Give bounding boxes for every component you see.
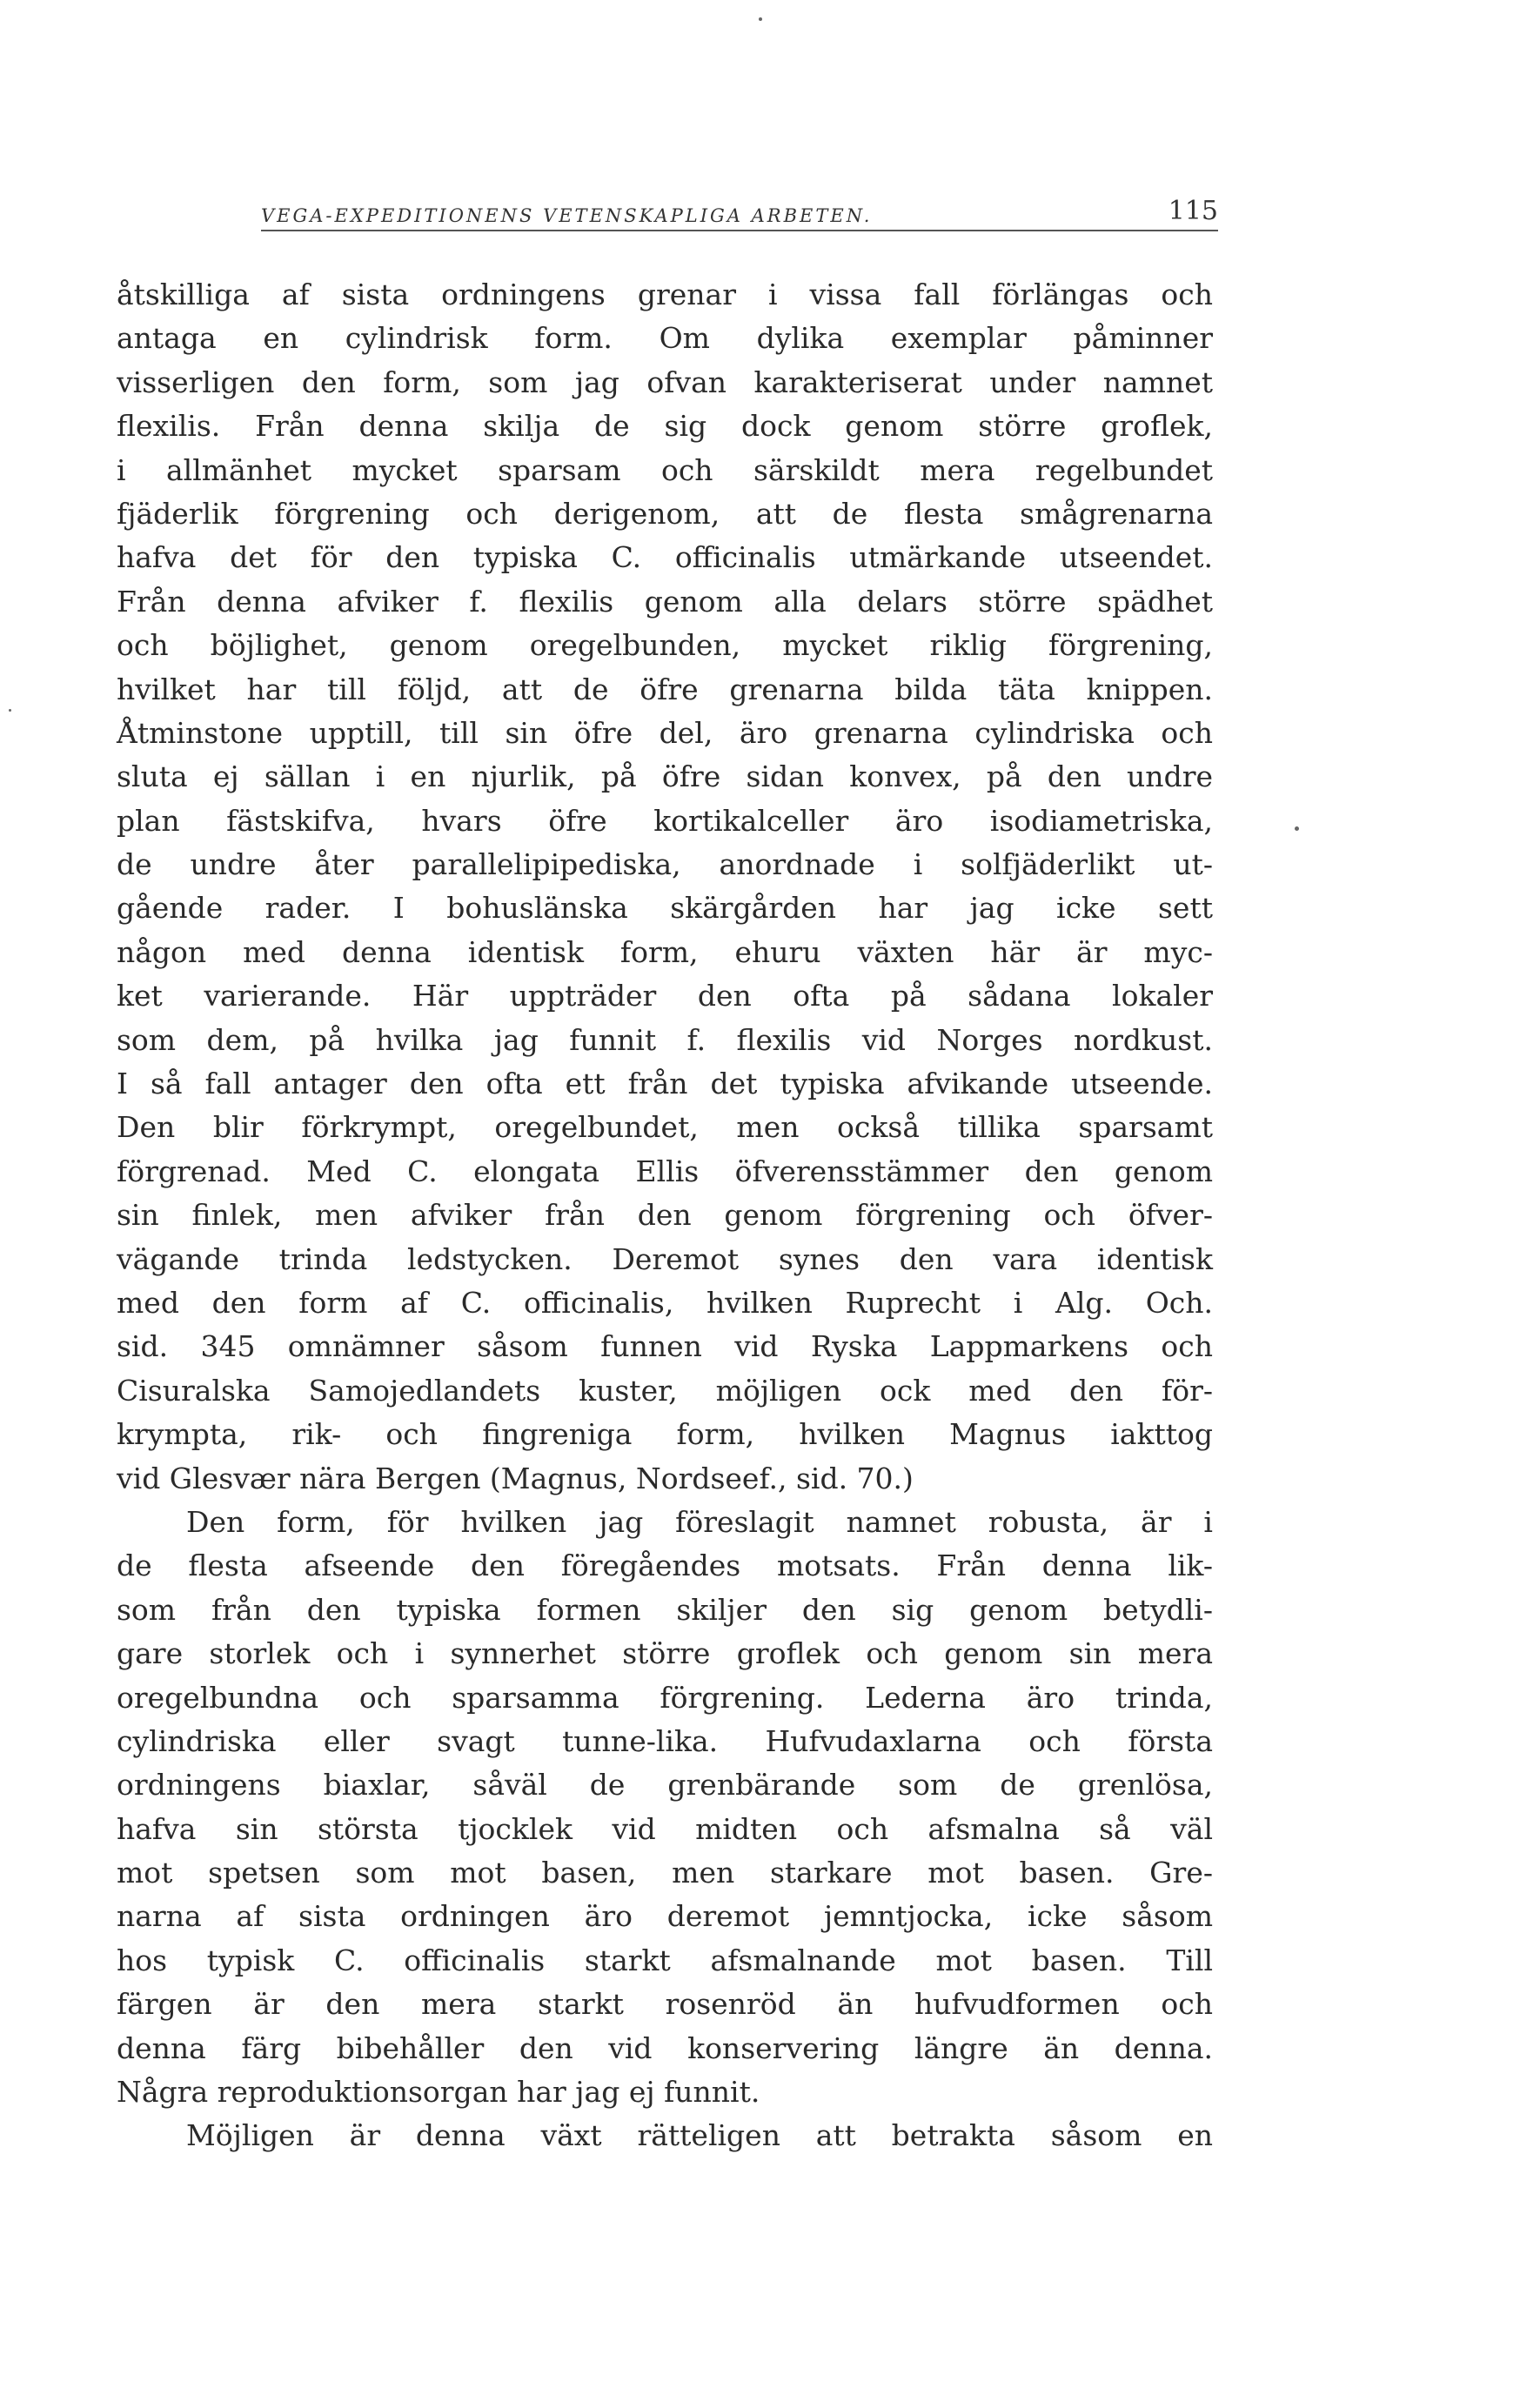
text-line-30: de flesta afseende den föregåendes motsats. Från denna lik- (117, 1548, 1213, 1583)
page-number: 115 (1168, 196, 1218, 226)
text-line-13: plan fästskifva, hvars öfre kortikalceller äro isodiametriska, (117, 803, 1213, 838)
text-line-43: Möjligen är denna växt rätteligen att betrakta såsom en (186, 2118, 1213, 2153)
text-line-24: med den form af C. officinalis, hvilken Ruprecht i Alg. Och. (117, 1285, 1213, 1320)
text-line-10: hvilket har till följd, att de öfre grenarna bilda täta knippen. (117, 672, 1213, 706)
text-line-40: färgen är den mera starkt rosenröd än hufvudformen och (117, 1987, 1213, 2022)
text-line-3: visserligen den form, som jag ofvan karakteriserat under namnet (117, 365, 1213, 399)
scan-speck (1295, 826, 1299, 831)
text-line-18: som dem, på hvilka jag funnit f. flexilis vid Norges nordkust. (117, 1022, 1213, 1057)
scan-speck (759, 17, 762, 21)
running-title: VEGA-EXPEDITIONENS VETENSKAPLIGA ARBETEN. (261, 205, 873, 226)
text-line-22: sin finlek, men afviker från den genom förgrening och öfver- (117, 1198, 1213, 1233)
text-line-26: Cisuralska Samojedlandets kuster, möjligen ock med den för- (117, 1373, 1213, 1408)
text-line-21: förgrenad. Med C. elongata Ellis öfverensstämmer den genom (117, 1154, 1213, 1188)
text-line-29: Den form, för hvilken jag föreslagit namnet robusta, är i (186, 1504, 1213, 1539)
text-line-8: Från denna afviker f. flexilis genom alla delars större spädhet (117, 584, 1213, 619)
text-line-32: gare storlek och i synnerhet större groflek och genom sin mera (117, 1636, 1213, 1671)
text-line-38: narna af sista ordningen äro deremot jemntjocka, icke såsom (117, 1899, 1213, 1934)
text-line-37: mot spetsen som mot basen, men starkare mot basen. Gre- (117, 1856, 1213, 1890)
text-line-6: fjäderlik förgrening och derigenom, att de flesta smågrenarna (117, 496, 1213, 531)
text-line-4: flexilis. Från denna skilja de sig dock genom större groflek, (117, 409, 1213, 444)
text-line-39: hos typisk C. officinalis starkt afsmalnande mot basen. Till (117, 1943, 1213, 1977)
text-line-12: sluta ej sällan i en njurlik, på öfre sidan konvex, på den undre (117, 759, 1213, 794)
scan-speck (9, 709, 11, 712)
text-line-5: i allmänhet mycket sparsam och särskildt mera regelbundet (117, 452, 1213, 487)
page-header (261, 195, 1218, 231)
text-line-7: hafva det för den typiska C. officinalis utmärkande utseendet. (117, 540, 1213, 575)
text-line-16: någon med denna identisk form, ehuru växten här är myc- (117, 934, 1213, 969)
text-line-9: och böjlighet, genom oregelbunden, mycket riklig förgrening, (117, 628, 1213, 663)
text-line-27: krympta, rik- och fingreniga form, hvilken Magnus iakttog (117, 1417, 1213, 1452)
body-text (117, 273, 1213, 2158)
text-line-11: Åtminstone upptill, till sin öfre del, äro grenarna cylindriska och (117, 715, 1213, 750)
text-line-17: ket varierande. Här uppträder den ofta på sådana lokaler (117, 979, 1213, 1013)
text-line-41: denna färg bibehåller den vid konservering längre än denna. (117, 2030, 1213, 2065)
text-line-31: som från den typiska formen skiljer den sig genom betydli- (117, 1592, 1213, 1627)
text-line-15: gående rader. I bohuslänska skärgården har jag icke sett (117, 891, 1213, 926)
text-line-34: cylindriska eller svagt tunne-lika. Hufvudaxlarna och första (117, 1723, 1213, 1758)
text-line-14: de undre åter parallelipipediska, anordnade i solfjäderlikt ut- (117, 847, 1213, 882)
text-line-25: sid. 345 omnämner såsom funnen vid Ryska Lappmarkens och (117, 1329, 1213, 1364)
text-line-2: antaga en cylindrisk form. Om dylika exemplar påminner (117, 321, 1213, 356)
text-line-19: I så fall antager den ofta ett från det typiska afvikande utseende. (117, 1067, 1213, 1101)
text-line-35: ordningens biaxlar, såväl de grenbärande som de grenlösa, (117, 1768, 1213, 1803)
text-line-23: vägande trinda ledstycken. Deremot synes den vara identisk (117, 1241, 1213, 1276)
text-line-28: vid Glesvær nära Bergen (Magnus, Nordseef., sid. 70.) (117, 1461, 914, 1495)
text-line-36: hafva sin största tjocklek vid midten och afsmalna så väl (117, 1811, 1213, 1846)
text-line-42: Några reproduktionsorgan har jag ej funnit. (117, 2075, 760, 2110)
text-line-20: Den blir förkrympt, oregelbundet, men också tillika sparsamt (117, 1110, 1213, 1145)
text-line-33: oregelbundna och sparsamma förgrening. Lederna äro trinda, (117, 1680, 1213, 1715)
text-line-1: åtskilliga af sista ordningens grenar i vissa fall förlängas och (117, 278, 1213, 311)
